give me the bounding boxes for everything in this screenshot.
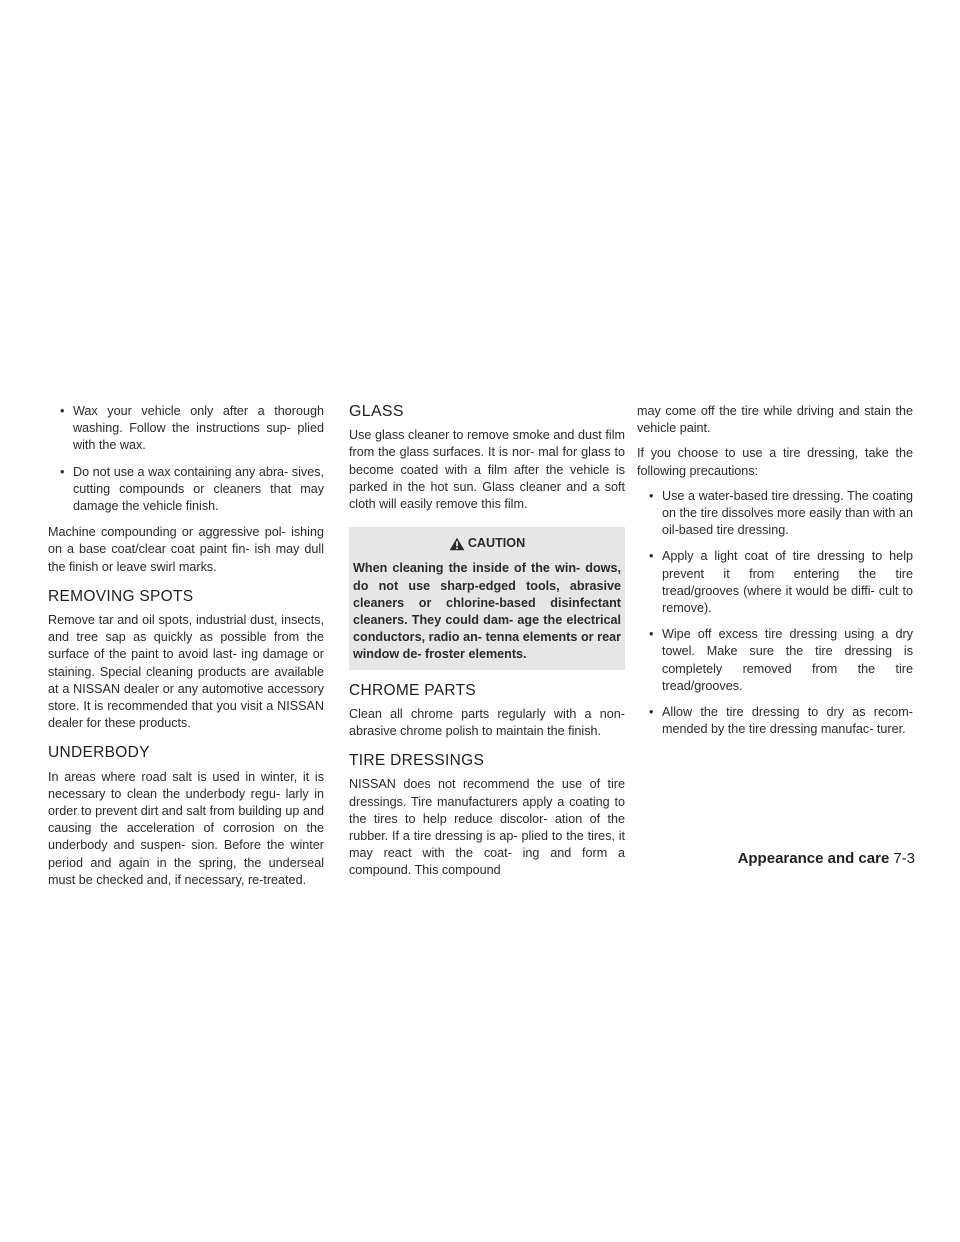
removing-spots-heading: REMOVING SPOTS (48, 587, 194, 605)
glass-heading: GLASS (349, 403, 404, 420)
tire-precautions-list (637, 488, 913, 739)
caution-label: CAUTION (467, 536, 526, 551)
glass-paragraph: Use glass cleaner to remove smoke and dust film from the glass surfaces. It is nor- mal for glass to become coated with a film after the vehicle is parked in the hot sun. Glass cleaner and a soft cloth will easily remove this film. (349, 428, 625, 512)
column-left (48, 403, 324, 897)
column-right (637, 403, 913, 747)
chrome-parts-heading: CHROME PARTS (349, 681, 477, 699)
machine-compounding-paragraph: Machine compounding or aggressive pol- ishing on a base coat/clear coat paint fin- ish may dull the finish or leave swirl marks. (48, 525, 324, 574)
warning-triangle-icon (449, 537, 465, 551)
list-item: • Do not use a wax containing any abra- sives, cutting compounds or cleaners that may damage the vehicle finish. (48, 464, 324, 516)
tire-dressings-heading: TIRE DRESSINGS (349, 752, 485, 770)
tire-dressings-paragraph: NISSAN does not recommend the use of tire dressings. Tire manufacturers apply a coating to the tires to help reduce discolor- ation of the rubber. If a tire dressing is ap- plied to the tires, it may react with the coat- ing and form a compound. This compound (349, 777, 625, 878)
list-item: • Apply a light coat of tire dressing to help prevent it from entering the tire tread/grooves (where it would be diffi- cult to remove). (637, 548, 913, 617)
underbody-heading: UNDERBODY (48, 744, 150, 762)
list-item: • Wax your vehicle only after a thorough washing. Follow the instructions sup- plied with the wax. (48, 403, 324, 455)
underbody-paragraph: In areas where road salt is used in winter, it is necessary to clean the underbody regu- larly in order to prevent dirt and salt from building up and causing the acceleration of corrosion on the underbody and suspen- sion. Before the winter period and again in the spring, the underseal must be checked and, if necessary, re-treated. (48, 769, 324, 887)
page-number: 7-3 (893, 850, 915, 867)
caution-header (353, 535, 621, 552)
caution-box (349, 527, 625, 669)
removing-spots-paragraph: Remove tar and oil spots, industrial dust, insects, and tree sap as quickly as possible from the surface of the paint to avoid last- ing damage or staining. Special cleaning products are available at a NISSAN dealer or any automotive accessory store. It is recommended that you visit a NISSAN dealer for these products. (48, 613, 324, 731)
column-middle (349, 403, 625, 888)
list-item: • Wipe off excess tire dressing using a dry towel. Make sure the tire dressing is completely removed from the tire tread/grooves. (637, 626, 913, 695)
wax-bullet-list (48, 403, 324, 515)
chrome-parts-paragraph: Clean all chrome parts regularly with a non-abrasive chrome polish to maintain the finish. (349, 706, 625, 739)
caution-text: When cleaning the inside of the win- dows, do not use sharp-edged tools, abrasive cleaners or chlorine-based disinfectant cleaners. They could dam- age the electrical conductors, radio an- tenna elements or rear window de- froster elements. (353, 561, 621, 662)
list-item: • Use a water-based tire dressing. The coating on the tire dissolves more easily than with an oil-based tire dressing. (637, 488, 913, 540)
tire-continued-paragraph: may come off the tire while driving and stain the vehicle paint. (637, 404, 913, 436)
page-footer (738, 850, 915, 867)
precautions-intro-paragraph: If you choose to use a tire dressing, take the following precautions: (637, 446, 913, 478)
list-item: • Allow the tire dressing to dry as recom- mended by the tire dressing manufac- turer. (637, 704, 913, 738)
section-title: Appearance and care (737, 850, 890, 867)
